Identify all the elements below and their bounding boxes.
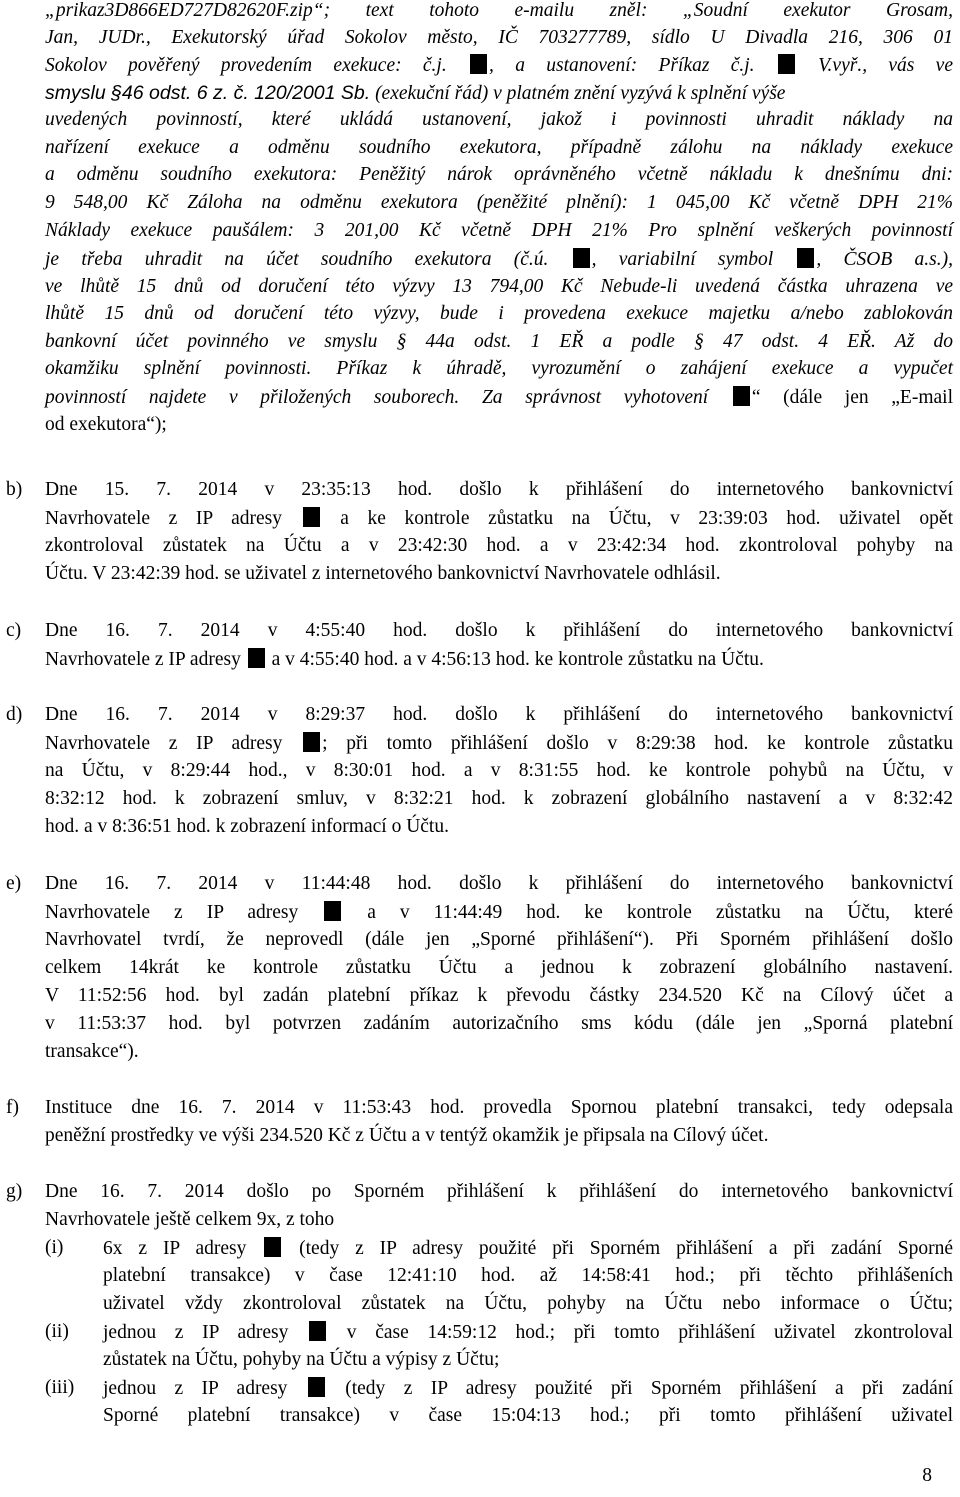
redaction-block	[733, 386, 750, 406]
para-g-line-2: Navrhovatele ještě celkem 9x, z toho	[45, 1209, 335, 1230]
para-a-line-4	[45, 82, 785, 105]
redaction-block	[309, 1321, 326, 1341]
redaction-block	[248, 648, 265, 668]
text-segment: 8:32:12 hod. k zobrazení smluv, v 8:32:21 hod. k zobrazení globálního nastavení a v 8:32:42	[45, 788, 953, 809]
para-a-line-13	[45, 331, 953, 353]
para-d-line-1	[45, 704, 953, 726]
para-b-line-2	[45, 507, 953, 530]
text-segment: Navrhovatele z IP adresy	[45, 733, 302, 754]
text-segment: zkontroloval zůstatek na Účtu a v 23:42:30 hod. a v 23:42:34 hod. zkontroloval pohyby na	[45, 535, 953, 556]
para-a-line-8	[45, 192, 953, 214]
para-c-label: c)	[6, 620, 22, 641]
text-segment: jednou z IP adresy	[103, 1322, 308, 1343]
para-a-line-15-italic: povinností najdete v přiložených souborech. Za správnost vyhotovení	[45, 387, 731, 408]
para-a-line-1	[45, 0, 953, 22]
para-g-label: g)	[6, 1181, 23, 1202]
para-e-line-4	[45, 957, 953, 979]
para-c-line-1	[45, 620, 953, 642]
para-a-line-2	[45, 27, 953, 49]
text-segment: lhůtě 15 dnů od doručení této výzvy, bude i provedena exekuce majetku a/nebo zablokován	[45, 303, 953, 324]
text-segment: Dne 16. 7. 2014 v 4:55:40 hod. došlo k přihlášení do internetového bankovnictví	[45, 620, 953, 641]
text-segment: Navrhovatele z IP adresy	[45, 649, 246, 670]
sub-item-i-line-3	[103, 1293, 953, 1315]
text-segment: jednou z IP adresy	[103, 1378, 306, 1399]
para-a-line-5	[45, 109, 953, 131]
text-segment: nařízení exekuce a odměnu soudního exekutora, případně zálohu na náklady exekuce	[45, 137, 953, 158]
redaction-block	[470, 54, 487, 74]
text-segment: Dne 16. 7. 2014 v 8:29:37 hod. došlo k přihlášení do internetového bankovnictví	[45, 704, 953, 725]
redaction-block	[303, 507, 320, 527]
text-segment: uživatel vždy zkontroloval zůstatek na Účtu, pohyby na Účtu nebo informace o Účtu;	[103, 1293, 953, 1314]
sub-item-iii-label: (iii)	[45, 1377, 75, 1398]
text-segment: v 11:53:37 hod. byl potvrzen zadáním autorizačního sms kódu (dále jen „Sporná platební	[45, 1013, 953, 1034]
para-e-line-6	[45, 1013, 953, 1035]
redaction-block	[303, 732, 320, 752]
text-segment: 9 548,00 Kč Záloha na odměnu exekutora (peněžité plnění): 1 045,00 Kč včetně DPH 21%	[45, 192, 953, 213]
para-f-label: f)	[6, 1097, 19, 1118]
text-segment: Dne 16. 7. 2014 došlo po Sporném přihlášení k přihlášení do internetového bankovnictví	[45, 1181, 953, 1202]
para-a-line-15	[45, 386, 953, 409]
text-segment: a ke kontrole zůstatku na Účtu, v 23:39:03 hod. uživatel opět	[321, 508, 953, 529]
text-segment: Jan, JUDr., Exekutorský úřad Sokolov město, IČ 703277789, sídlo U Divadla 216, 306 01	[45, 27, 953, 48]
para-a-line-12	[45, 303, 953, 325]
text-segment: platební transakce) v čase 12:41:10 hod. až 14:58:41 hod.; při těchto přihlášeních	[103, 1265, 953, 1286]
sub-item-i-line-2	[103, 1265, 953, 1287]
redaction-block	[797, 248, 814, 268]
para-d-label: d)	[6, 704, 23, 725]
text-segment: V.vyř., vás ve	[796, 55, 953, 76]
para-f-line-1	[45, 1097, 953, 1119]
text-segment: (tedy z IP adresy použité při Sporném přihlášení a při zadání Sporné	[283, 1238, 953, 1259]
text-segment: je třeba uhradit na účet soudního exekutora (č.ú.	[45, 249, 571, 270]
para-d-line-2	[45, 732, 953, 755]
para-e-label: e)	[6, 873, 22, 894]
para-g-line-1	[45, 1181, 953, 1203]
text-segment: (tedy z IP adresy použité při Sporném přihlášení a při zadání	[326, 1378, 953, 1399]
para-a-line-14	[45, 358, 953, 380]
text-segment: ve lhůtě 15 dnů od doručení této výzvy 13 794,00 Kč Nebude-li uvedená částka uhrazena ve	[45, 276, 953, 297]
text-segment: Navrhovatele z IP adresy	[45, 902, 323, 923]
text-segment: na Účtu, v 8:29:44 hod., v 8:30:01 hod. a v 8:31:55 hod. ke kontrole pohybů na Účtu, v	[45, 760, 953, 781]
para-e-line-5	[45, 985, 953, 1007]
text-segment: v čase 14:59:12 hod.; při tomto přihlášení uživatel zkontroloval	[328, 1322, 953, 1343]
citation-rest: (exekuční řád) v platném znění vyzývá k splnění výše	[375, 83, 786, 104]
text-segment: Sokolov pověřený provedením exekuce: č.j.	[45, 55, 469, 76]
para-b-line-4: Účtu. V 23:42:39 hod. se uživatel z internetového bankovnictví Navrhovatele odhlásil.	[45, 563, 721, 584]
text-segment: V 11:52:56 hod. byl zadán platební příkaz k převodu částky 234.520 Kč na Cílový účet a	[45, 985, 953, 1006]
redaction-block	[308, 1377, 325, 1397]
sub-item-i-line-1	[103, 1237, 953, 1260]
sub-item-ii-line-1	[103, 1321, 953, 1344]
text-segment: ; při tomto přihlášení došlo v 8:29:38 hod. ke kontrole zůstatku	[322, 733, 953, 754]
text-segment: Dne 16. 7. 2014 v 11:44:48 hod. došlo k přihlášení do internetového bankovnictví	[45, 873, 953, 894]
redaction-block	[573, 248, 590, 268]
para-a-line-3	[45, 54, 953, 77]
text-segment: Navrhovatel tvrdí, že neprovedl (dále jen „Sporné přihlášení“). Při Sporném přihlášení došlo	[45, 929, 953, 950]
sub-item-iii-line-2	[103, 1405, 953, 1427]
text-segment: , a ustanovení: Příkaz č.j.	[489, 55, 776, 76]
text-segment: uvedených povinností, které ukládá ustanovení, jakož i povinnosti uhradit náklady na	[45, 109, 953, 130]
text-segment: okamžiku splnění povinnosti. Příkaz k úhradě, vyrozumění o zahájení exekuce a vypučet	[45, 358, 953, 379]
para-a-line-7	[45, 164, 953, 186]
sub-item-i-label: (i)	[45, 1237, 64, 1258]
para-b-label: b)	[6, 479, 23, 500]
sub-item-ii-label: (ii)	[45, 1321, 69, 1342]
para-a-line-15-tail: “ (dále jen „E-mail	[751, 387, 953, 408]
citation-span: smyslu §46 odst. 6 z. č. 120/2001 Sb.	[45, 82, 371, 104]
text-segment: bankovní účet povinného ve smyslu § 44a odst. 1 EŘ a podle § 47 odst. 4 EŘ. Až do	[45, 331, 953, 352]
text-segment: a v 11:44:49 hod. ke kontrole zůstatku na Účtu, které	[343, 902, 953, 923]
text-segment: a v 4:55:40 hod. a v 4:56:13 hod. ke kontrole zůstatku na Účtu.	[266, 649, 764, 670]
redaction-block	[264, 1237, 281, 1257]
text-segment: Sporné platební transakce) v čase 15:04:13 hod.; při tomto přihlášení uživatel	[103, 1405, 953, 1426]
redaction-block	[778, 54, 795, 74]
para-b-line-3	[45, 535, 953, 557]
para-a-line-10	[45, 248, 953, 271]
text-segment: Náklady exekuce paušálem: 3 201,00 Kč včetně DPH 21% Pro splnění veškerých povinností	[45, 220, 953, 241]
text-segment: Instituce dne 16. 7. 2014 v 11:53:43 hod. provedla Spornou platební transakci, tedy odepsala	[45, 1097, 953, 1118]
para-b-line-1	[45, 479, 953, 501]
text-segment: celkem 14krát ke kontrole zůstatku Účtu a jednou k zobrazení globálního nastavení.	[45, 957, 953, 978]
para-f-line-2: peněžní prostředky ve výši 234.520 Kč z Účtu a v tentýž okamžik je připsala na Cílový účet.	[45, 1125, 769, 1146]
para-d-line-5: hod. a v 8:36:51 hod. k zobrazení informací o Účtu.	[45, 816, 449, 837]
page-number: 8	[922, 1465, 932, 1486]
text-segment: , variabilní symbol	[591, 249, 796, 270]
text-segment: a odměnu soudního exekutora: Peněžitý nárok oprávněného včetně nákladu k dnešnímu dni:	[45, 164, 953, 185]
text-segment: , ČSOB a.s.),	[816, 249, 953, 270]
text-segment: 6x z IP adresy	[103, 1238, 263, 1259]
text-segment: Dne 15. 7. 2014 v 23:35:13 hod. došlo k přihlášení do internetového bankovnictví	[45, 479, 953, 500]
sub-item-iii-line-1	[103, 1377, 953, 1400]
para-a-line-9	[45, 220, 953, 242]
para-e-line-3	[45, 929, 953, 951]
para-d-line-4	[45, 788, 953, 810]
para-e-line-7: transakce“).	[45, 1041, 139, 1062]
text-segment: „prikaz3D866ED727D82620F.zip“; text tohoto e-mailu zněl: „Soudní exekutor Grosam,	[45, 0, 953, 21]
para-e-line-1	[45, 873, 953, 895]
text-segment: Navrhovatele z IP adresy	[45, 508, 301, 529]
sub-item-ii-line-2: zůstatek na Účtu, pohyby na Účtu a výpisy z Účtu;	[103, 1349, 500, 1370]
para-a-line-11	[45, 276, 953, 298]
para-a-line-16: od exekutora“);	[45, 414, 167, 435]
para-c-line-2	[45, 648, 764, 671]
para-d-line-3	[45, 760, 953, 782]
para-a-line-6	[45, 137, 953, 159]
para-e-line-2	[45, 901, 953, 924]
redaction-block	[324, 901, 341, 921]
